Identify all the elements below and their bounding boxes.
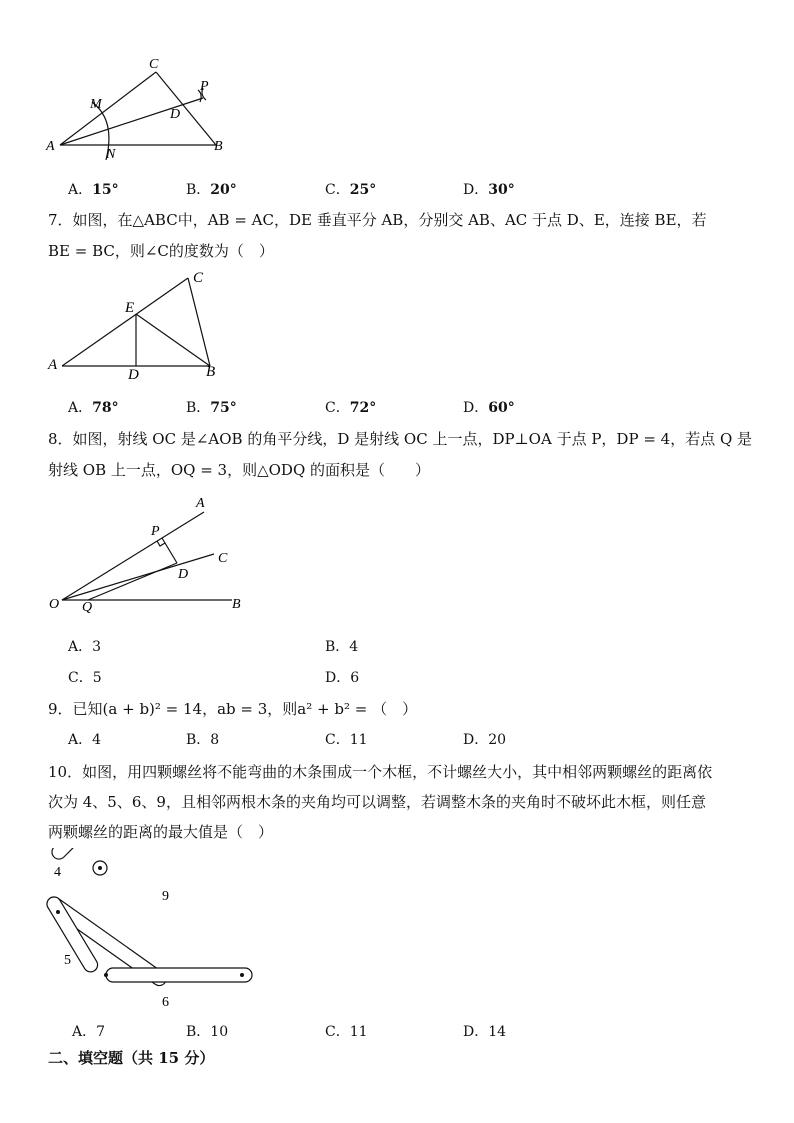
option-key: C． [325, 1024, 350, 1040]
q6-label-n: N [106, 147, 116, 162]
q8-figure [40, 490, 260, 615]
option-value: 60° [488, 400, 515, 416]
q6-option-c[interactable] [325, 180, 376, 200]
option-key: A． [68, 182, 93, 198]
q10-screw-bottom-left [104, 973, 108, 977]
q7-figure [40, 264, 240, 384]
option-key: A． [68, 639, 93, 655]
option-key: A． [68, 400, 93, 416]
option-value: 72° [349, 400, 377, 416]
option-value: 10 [210, 1024, 229, 1040]
q9-option-b[interactable] [186, 730, 219, 750]
q6-label-b: B [214, 139, 223, 154]
q10-stem-line1: 10．如图，用四颗螺丝将不能弯曲的木条围成一个木框，不计螺丝大小，其中相邻两颗螺丝的距离依 [48, 763, 713, 781]
q7-label-c: C [193, 270, 204, 286]
q8-label-c: C [218, 551, 228, 566]
q6-label-a: A [46, 139, 55, 154]
section-heading: 二、填空题（共 15 分） [48, 1049, 215, 1067]
q9-option-a[interactable] [68, 730, 101, 750]
option-value: 25° [349, 182, 377, 198]
q10-label-9: 9 [162, 889, 169, 904]
option-value: 8 [210, 732, 220, 748]
q6-option-b[interactable] [186, 180, 237, 200]
option-value: 30° [488, 182, 515, 198]
option-key: D． [463, 732, 489, 748]
option-value: 6 [350, 670, 360, 686]
q8-label-d: D [178, 567, 189, 582]
q7-option-b[interactable] [186, 398, 237, 418]
q6-label-d: D [170, 107, 181, 122]
q7-option-a[interactable] [68, 398, 119, 418]
q8-stem-line1: 8．如图，射线 OC 是∠AOB 的角平分线，D 是射线 OC 上一点，DP⊥OA 于点 P，DP = 4，若点 Q 是 [48, 430, 753, 448]
option-value: 15° [92, 182, 119, 198]
option-key: D． [463, 400, 489, 416]
q8-label-q: Q [82, 600, 93, 615]
q7-option-d[interactable] [463, 398, 515, 418]
option-key: B． [186, 732, 211, 748]
option-key: A． [68, 732, 93, 748]
option-key: B． [186, 400, 211, 416]
option-key: B． [186, 182, 211, 198]
q10-option-a[interactable] [72, 1022, 105, 1042]
option-value: 4 [92, 732, 102, 748]
q8-label-b: B [232, 597, 241, 612]
option-value: 20° [210, 182, 237, 198]
q6-option-a[interactable] [68, 180, 119, 200]
option-key: C． [68, 670, 93, 686]
q8-label-a: A [196, 496, 205, 511]
q10-option-b[interactable] [186, 1022, 228, 1042]
q10-option-c[interactable] [325, 1022, 368, 1042]
option-key: B． [325, 639, 350, 655]
option-value: 78° [92, 400, 119, 416]
q7-label-e: E [125, 300, 135, 316]
q7-option-c[interactable] [325, 398, 376, 418]
q6-figure [40, 50, 240, 170]
q6-option-d[interactable] [463, 180, 515, 200]
option-key: B． [186, 1024, 211, 1040]
option-value: 5 [92, 670, 102, 686]
option-value: 4 [349, 639, 359, 655]
option-key: C． [325, 400, 350, 416]
q8-option-b[interactable] [325, 637, 358, 657]
option-value: 14 [488, 1024, 507, 1040]
option-key: D． [463, 182, 489, 198]
option-value: 20 [488, 732, 507, 748]
option-value: 7 [96, 1024, 106, 1040]
q10-label-4: 4 [54, 865, 61, 880]
q10-screw-top [98, 866, 102, 870]
q7-label-a: A [48, 357, 58, 373]
option-value: 3 [92, 639, 102, 655]
q10-option-d[interactable] [463, 1022, 506, 1042]
q6-label-m: M [90, 97, 102, 112]
q8-label-p: P [151, 524, 160, 539]
q10-label-5: 5 [64, 953, 71, 968]
q7-stem-line2: BE = BC，则∠C的度数为（ ） [48, 242, 274, 260]
option-key: D． [325, 670, 351, 686]
q10-stem-line2: 次为 4、5、6、9，且相邻两根木条的夹角均可以调整，若调整木条的夹角时不破坏此木框，则任意 [48, 793, 706, 811]
q6-label-c: C [149, 57, 159, 72]
q9-stem-line1: 9．已知(a + b)² = 14，ab = 3，则a² + b² = （ ） [48, 700, 418, 718]
q8-option-a[interactable] [68, 637, 101, 657]
q9-option-d[interactable] [463, 730, 506, 750]
q8-option-d[interactable] [325, 668, 359, 688]
q7-stem-line1: 7．如图，在△ABC中，AB = AC，DE 垂直平分 AB，分别交 AB、AC 于点 D、E，连接 BE，若 [48, 211, 707, 229]
q8-label-o: O [49, 597, 60, 612]
q10-stem-line3: 两颗螺丝的距离的最大值是（ ） [48, 823, 274, 841]
q7-label-b: B [206, 364, 216, 380]
option-value: 11 [349, 1024, 368, 1040]
q6-label-p: P [200, 79, 209, 94]
q9-option-c[interactable] [325, 730, 368, 750]
q7-label-d: D [128, 367, 139, 383]
option-key: C． [325, 732, 350, 748]
option-key: D． [463, 1024, 489, 1040]
q10-screw-left [56, 910, 60, 914]
option-key: A． [72, 1024, 97, 1040]
option-key: C． [325, 182, 350, 198]
q10-figure [40, 848, 260, 1013]
q8-stem-line2: 射线 OB 上一点，OQ = 3，则△ODQ 的面积是（ ） [48, 461, 431, 479]
q10-label-6: 6 [162, 995, 169, 1010]
q8-option-c[interactable] [68, 668, 102, 688]
q10-screw-bottom-right [240, 973, 244, 977]
option-value: 75° [210, 400, 237, 416]
option-value: 11 [349, 732, 368, 748]
